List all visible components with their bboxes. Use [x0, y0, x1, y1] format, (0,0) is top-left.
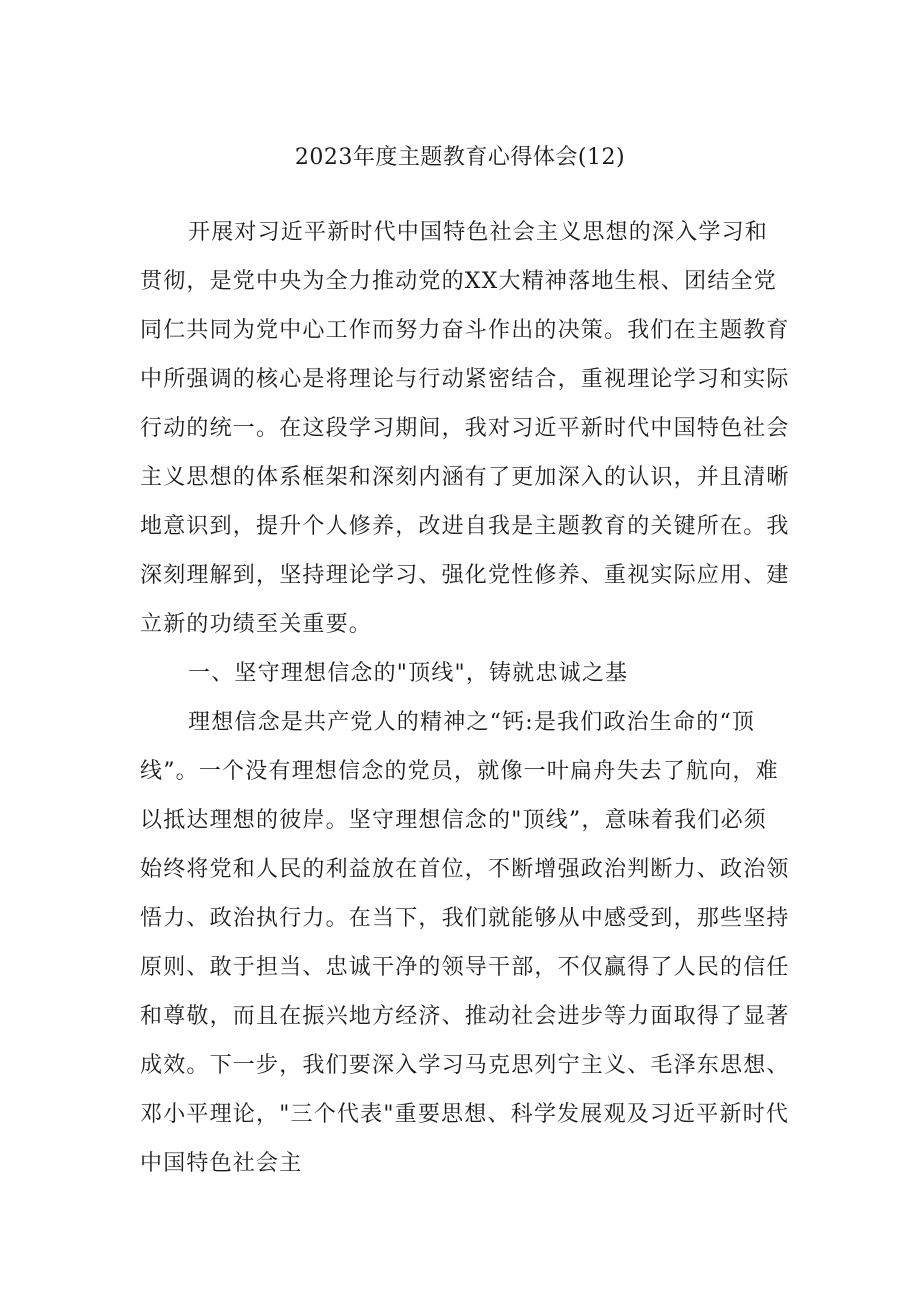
paragraph-1-line: 主义思想的体系框架和深刻内涵有了更加深入的认识，并且清晰	[140, 465, 790, 490]
paragraph-2-line: 中国特色社会主	[140, 1151, 303, 1176]
paragraph-2-line: 理想信念是共产党人的精神之“钙:是我们政治生命的“顶	[188, 710, 756, 735]
paragraph-2-line: 线”。一个没有理想信念的党员，就像一叶扁舟失去了航向，难	[140, 759, 779, 784]
paragraph-2-line: 以抵达理想的彼岸。坚守理想信念的"顶线”，意味着我们必须	[140, 808, 767, 833]
paragraph-1-line: 深刻理解到，坚持理论学习、强化党性修养、重视实际应用、建	[140, 563, 790, 588]
paragraph-1-line: 立新的功绩至关重要。	[140, 612, 373, 637]
paragraph-2-line: 邓小平理论，"三个代表"重要思想、科学发展观及习近平新时代	[140, 1102, 790, 1127]
paragraph-1-line: 中所强调的核心是将理论与行动紧密结合，重视理论学习和实际	[140, 367, 790, 392]
paragraph-1-line: 同仁共同为党中心工作而努力奋斗作出的决策。我们在主题教育	[140, 318, 790, 343]
paragraph-2-line: 成效。下一步，我们要深入学习马克思列宁主义、毛泽东思想、	[140, 1053, 790, 1078]
paragraph-2-line: 始终将党和人民的利益放在首位，不断增强政治判断力、政治领	[140, 857, 790, 882]
section-heading: 一、坚守理想信念的"顶线"，铸就忠诚之基	[188, 661, 629, 686]
paragraph-1-line: 开展对习近平新时代中国特色社会主义思想的深入学习和	[188, 220, 769, 245]
document-body	[140, 208, 800, 1188]
paragraph-2-line: 原则、敢于担当、忠诚干净的领导干部，不仅赢得了人民的信任	[140, 955, 790, 980]
paragraph-1-line: 行动的统一。在这段学习期间，我对习近平新时代中国特色社会	[140, 416, 790, 441]
paragraph-1-line: 地意识到，提升个人修养，改进自我是主题教育的关键所在。我	[140, 514, 790, 539]
paragraph-1-line: 贯彻，是党中央为全力推动党的XX大精神落地生根、团结全党	[140, 269, 777, 294]
paragraph-2-line: 悟力、政治执行力。在当下，我们就能够从中感受到，那些坚持	[140, 906, 790, 931]
document-title: 2023年度主题教育心得体会(12)	[294, 145, 626, 170]
paragraph-2-line: 和尊敬，而且在振兴地方经济、推动社会进步等力面取得了显著	[140, 1004, 790, 1029]
